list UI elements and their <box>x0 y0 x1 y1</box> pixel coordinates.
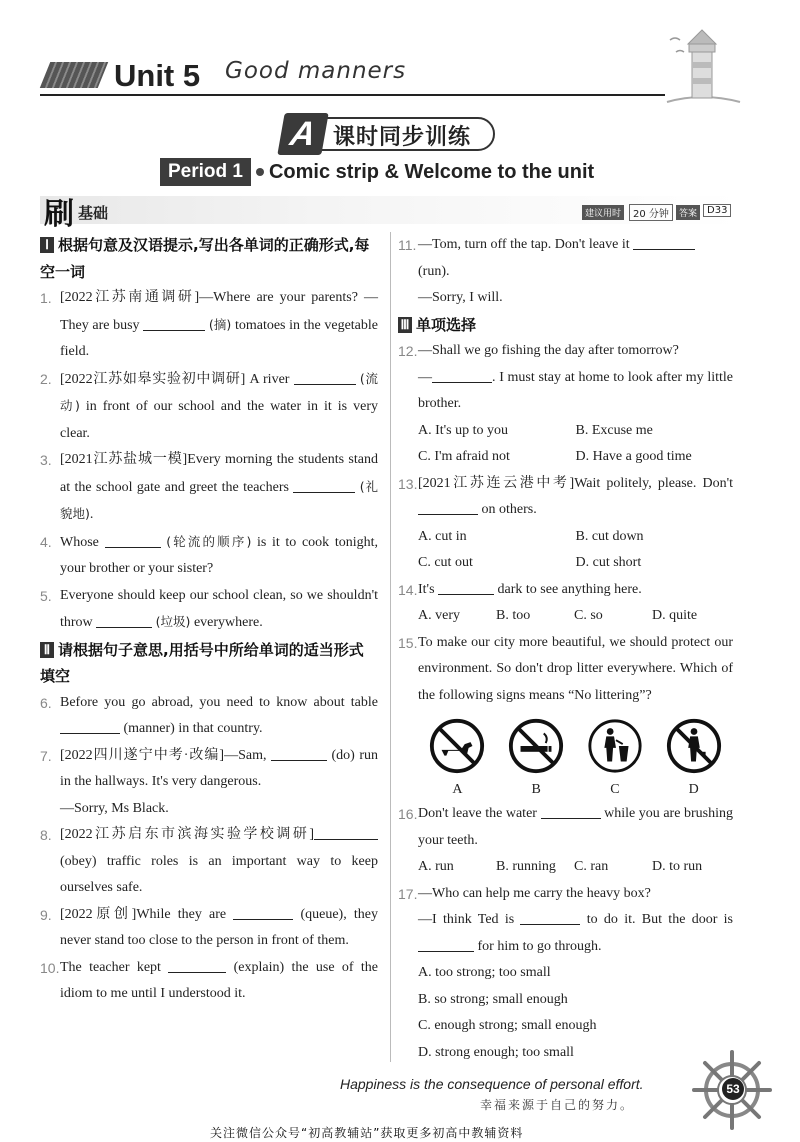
question-9: 9. [2022原创]While they are (queue), they never stand too close to the person in front of them. <box>40 906 379 948</box>
section-title: 单项选择 <box>416 315 477 334</box>
sign-option-a[interactable] <box>418 717 497 801</box>
answer-blank[interactable] <box>541 805 601 819</box>
answer-blank[interactable] <box>314 826 378 840</box>
sign-option-d[interactable] <box>654 717 733 801</box>
section-title: 根据句意及汉语提示,写出各单词的正确形式,每空一词 <box>40 236 370 281</box>
answer-blank[interactable] <box>633 236 695 250</box>
answer-blank[interactable] <box>294 371 356 385</box>
option-a[interactable]: A. cut in <box>418 528 467 544</box>
question-14: 14. It's dark to see anything here. <box>398 581 642 598</box>
option-c[interactable]: C. cut out <box>418 555 473 570</box>
brush-character: 刷 <box>44 197 74 232</box>
question-16: 16. Don't leave the water while you are brushing your teeth. <box>398 806 733 848</box>
sign-label: B <box>531 782 541 797</box>
option-c[interactable]: C. ran <box>574 859 609 874</box>
header-rule <box>40 94 665 96</box>
option-b[interactable]: B. running <box>496 859 556 874</box>
answer-blank[interactable] <box>432 369 492 383</box>
sign-label: D <box>688 782 699 797</box>
answer-blank[interactable] <box>233 906 293 920</box>
section-banner <box>285 117 495 151</box>
banner-letter: A <box>277 113 328 155</box>
options-13-cd <box>398 550 733 577</box>
options-16 <box>398 854 733 881</box>
option-a[interactable]: A. run <box>418 859 454 874</box>
question-1: 1. [2022江苏南通调研]—Where are your parents? —They are busy (摘) tomatoes in the vegetable field. <box>40 290 378 359</box>
question-3: 3. [2021江苏盐城一模]Every morning the students stand at the school gate and greet the teachers (礼貌地). <box>40 452 378 522</box>
question-5: 5. Everyone should keep our school clean, so we shouldn't throw (垃圾) everywhere. <box>40 587 378 630</box>
option-b[interactable]: B. too <box>496 608 531 623</box>
options-12-cd <box>398 444 733 471</box>
option-c[interactable]: C. so <box>574 608 603 623</box>
option-d[interactable]: D. strong enough; too small <box>418 1044 574 1060</box>
footer-note: 关注微信公众号“初高教辅站”获取更多初高中教辅资料 <box>210 1126 524 1140</box>
sign-option-b[interactable] <box>497 717 576 801</box>
answer-blank[interactable] <box>418 938 474 952</box>
litter-bin-sign-icon <box>586 717 644 775</box>
option-b[interactable]: B. Excuse me <box>575 422 653 438</box>
question-8: 8. [2022江苏启东市滨海实验学校调研] (obey) traffic roles is an important way to keep ourselves safe. <box>40 827 378 895</box>
motto-english: Happiness is the consequence of personal effort. <box>340 1076 644 1092</box>
answer-blank[interactable] <box>271 747 327 761</box>
option-c[interactable]: C. I'm afraid not <box>418 449 510 464</box>
left-column <box>40 232 378 1008</box>
period-heading <box>160 158 594 186</box>
right-column <box>398 232 733 1066</box>
roman-numeral: Ⅲ <box>398 317 412 333</box>
question-15: 15. To make our city more beautiful, we should protect our environment. So don't drop litter everywhere. Which of the following signs means “No littering”? <box>398 634 733 703</box>
column-divider <box>390 232 391 1062</box>
roman-numeral: Ⅰ <box>40 237 54 253</box>
question-6: 6. Before you go abroad, you need to know about table (manner) in that country. <box>40 694 378 736</box>
question-7: 7. [2022四川遂宁中考·改编]—Sam, (do) run in the hallways. It's very dangerous. —Sorry, Ms Black. <box>40 747 378 816</box>
option-d[interactable]: D. cut short <box>575 555 642 570</box>
section-title: 请根据句子意思,用括号中所给单词的适当形式填空 <box>40 640 364 685</box>
banner-title: 课时同步训练 <box>333 125 472 150</box>
option-c[interactable]: C. enough strong; small enough <box>418 1018 597 1033</box>
section-heading-1 <box>40 232 378 285</box>
section-heading-3 <box>398 312 733 339</box>
question-11: 11. —Tom, turn off the tap. Don't leave it (run). —Sorry, I will. <box>398 232 733 312</box>
period-dot <box>256 168 264 176</box>
answer-blank[interactable] <box>438 581 494 595</box>
answer-blank[interactable] <box>105 534 161 548</box>
question-12: 12. —Shall we go fishing the day after tomorrow? — . I must stay at home to look after my little brother. <box>398 343 733 411</box>
no-dogs-sign-icon <box>428 717 486 775</box>
answer-page: D33 <box>703 204 731 217</box>
question-4: 4. Whose (轮流的顺序) is it to cook tonight, your brother or your sister? <box>40 533 378 576</box>
answer-blank[interactable] <box>520 911 580 925</box>
lighthouse-icon <box>662 22 742 104</box>
sign-label: A <box>452 782 463 797</box>
answer-label: 答案 <box>676 205 700 220</box>
header-stripes-decoration <box>40 62 109 88</box>
time-value: 20 分钟 <box>629 204 673 221</box>
sign-option-c[interactable] <box>576 717 655 801</box>
period-label: Period 1 <box>160 158 251 186</box>
no-littering-sign-icon <box>665 717 723 775</box>
answer-blank[interactable] <box>418 501 478 515</box>
question-10: 10. The teacher kept (explain) the use of the idiom to me until I understood it. <box>40 959 379 1001</box>
option-b[interactable]: B. cut down <box>575 528 644 544</box>
unit-title: Good manners <box>225 58 407 84</box>
roman-numeral: Ⅱ <box>40 642 54 658</box>
option-d[interactable]: D. to run <box>652 859 703 874</box>
sign-label: C <box>610 782 620 797</box>
period-title: Comic strip & Welcome to the unit <box>268 160 595 183</box>
option-a[interactable]: A. too strong; too small <box>418 965 551 980</box>
answer-blank[interactable] <box>143 317 205 331</box>
answer-blank[interactable] <box>96 614 152 628</box>
options-13 <box>398 524 733 551</box>
section-heading-2 <box>40 637 378 690</box>
motto-chinese: 幸福来源于自己的努力。 <box>480 1098 635 1112</box>
sign-options <box>398 717 733 801</box>
option-b[interactable]: B. so strong; small enough <box>418 991 568 1007</box>
question-17: 17. —Who can help me carry the heavy box? —I think Ted is to do it. But the door is for him to go through. <box>398 885 733 954</box>
option-d[interactable]: D. Have a good time <box>575 449 692 464</box>
unit-number: Unit 5 <box>114 58 201 93</box>
option-a[interactable]: A. It's up to you <box>418 422 509 438</box>
options-12 <box>398 418 733 445</box>
option-d[interactable]: D. quite <box>652 608 698 623</box>
option-a[interactable]: A. very <box>418 608 460 623</box>
page-number: 53 <box>722 1078 744 1100</box>
options-14 <box>398 603 733 630</box>
time-label: 建议用时 <box>582 205 624 220</box>
practice-level: 基础 <box>78 204 109 222</box>
answer-blank[interactable] <box>168 959 226 973</box>
question-2: 2. [2022江苏如皋实验初中调研] A river (流动) in front of our school and the water in it is very clear. <box>40 370 379 441</box>
no-smoking-sign-icon <box>507 717 565 775</box>
answer-blank[interactable] <box>60 720 120 734</box>
answer-blank[interactable] <box>293 479 355 493</box>
question-13: 13. [2021江苏连云港中考]Wait politely, please. Don't on others. <box>398 475 733 517</box>
